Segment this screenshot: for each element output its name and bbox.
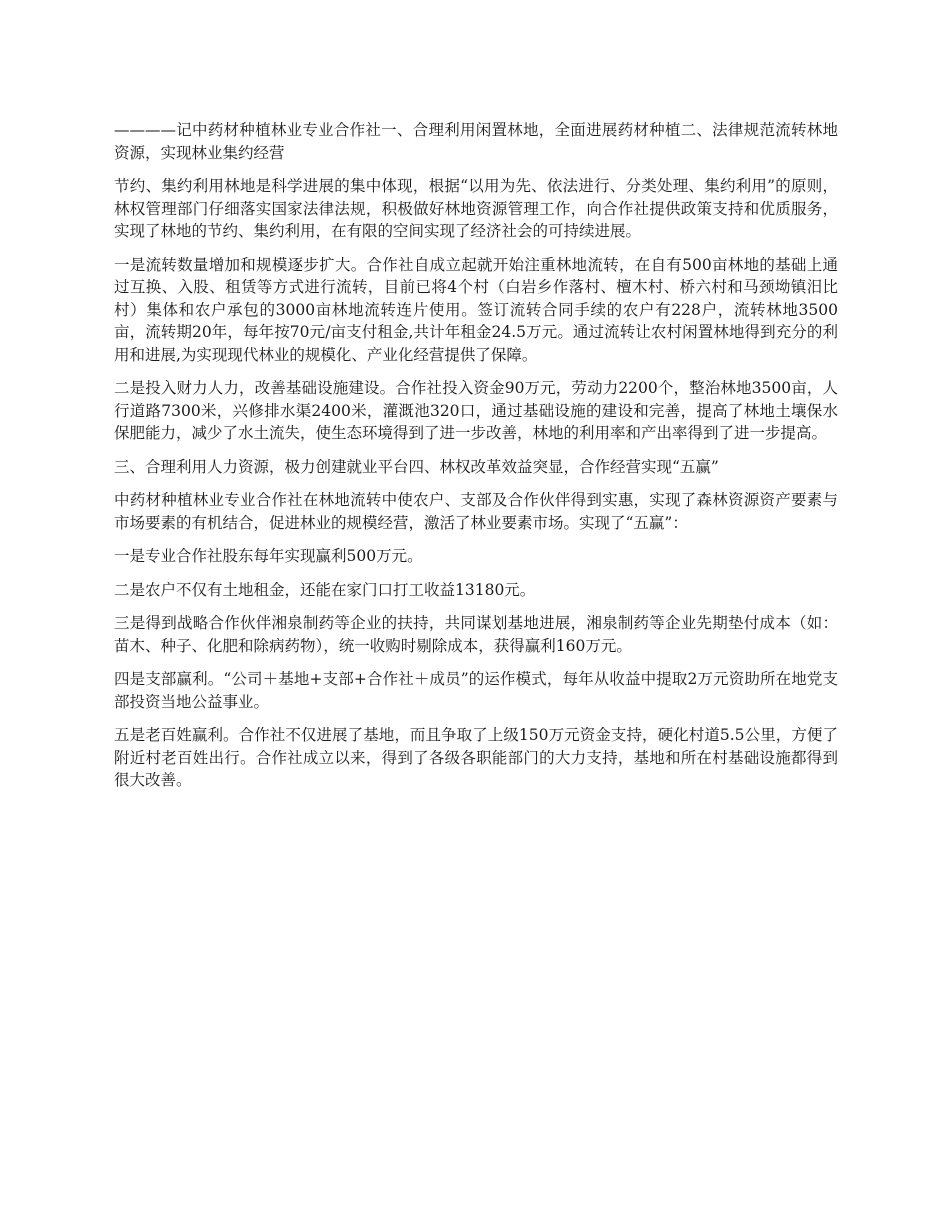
paragraph-win-5: 五是老百姓赢利。合作社不仅进展了基地，而且争取了上级150万元资金支持，硬化村道5.5公里，方便了附近村老百姓出行。合作社成立以来，得到了各级各职能部门的大力支持，基地和所在村基础设施都得到很大改善。: [114, 726, 838, 789]
paragraph-title: ————记中药材种植林业专业合作社一、合理利用闲置林地，全面进展药材种植二、法律规范流转林地资源，实现林业集约经营: [114, 121, 838, 162]
paragraph-infrastructure: 二是投入财力人力，改善基础设施建设。合作社投入资金90万元，劳动力2200个，整治林地3500亩，人行道路7300米，兴修排水渠2400米，灌溉池320口，通过基础设施的建设和完善，提高了林地土壤保水保肥能力，减少了水土流失，使生态环境得到了进一步改善，林地的利用率和产出率得到了进一步提高。: [114, 379, 838, 442]
paragraph-intro: 节约、集约利用林地是科学进展的集中体现，根据“以用为先、依法进行、分类处理、集约利用”的原则，林权管理部门仔细落实国家法律法规，积极做好林地资源管理工作，向合作社提供政策支持和优质服务，实现了林地的节约、集约利用，在有限的空间实现了经济社会的可持续进展。: [114, 177, 838, 240]
paragraph-win-2: 二是农户不仅有土地租金，还能在家门口打工收益13180元。: [114, 580, 536, 599]
paragraph-win-4: 四是支部赢利。“公司＋基地+支部+合作社＋成员”的运作模式，每年从收益中提取2万元资助所在地党支部投资当地公益事业。: [114, 670, 838, 711]
document-body: [114, 119, 838, 803]
paragraph-five-wins-intro: 中药材种植林业专业合作社在林地流转中使农户、支部及合作伙伴得到实惠，实现了森林资源资产要素与市场要素的有机结合，促进林业的规模经营，激活了林业要素市场。实现了“五赢”：: [114, 491, 838, 532]
paragraph-transfer: 一是流转数量增加和规模逐步扩大。合作社自成立起就开始注重林地流转，在自有500亩林地的基础上通过互换、入股、租赁等方式进行流转，目前已将4个村（白岩乡作落村、檀木村、桥六村和马颈坳镇汨比村）集体和农户承包的3000亩林地流转连片使用。签订流转合同手续的农户有228户，流转林地3500亩，流转期20年，每年按70元/亩支付租金,共计年租金24.5万元。通过流转让农村闲置林地得到充分的利用和进展,为实现现代林业的规模化、产业化经营提供了保障。: [114, 255, 838, 364]
paragraph-win-1: 一是专业合作社股东每年实现赢利500万元。: [114, 547, 423, 565]
paragraph-win-3: 三是得到战略合作伙伴湘泉制药等企业的扶持，共同谋划基地进展，湘泉制药等企业先期垫付成本（如：苗木、种子、化肥和除病药物），统一收购时剔除成本，获得赢利160万元。: [114, 614, 838, 655]
paragraph-section-heading: 三、合理利用人力资源，极力创建就业平台四、林权改革效益突显，合作经营实现“五赢”: [114, 457, 719, 476]
